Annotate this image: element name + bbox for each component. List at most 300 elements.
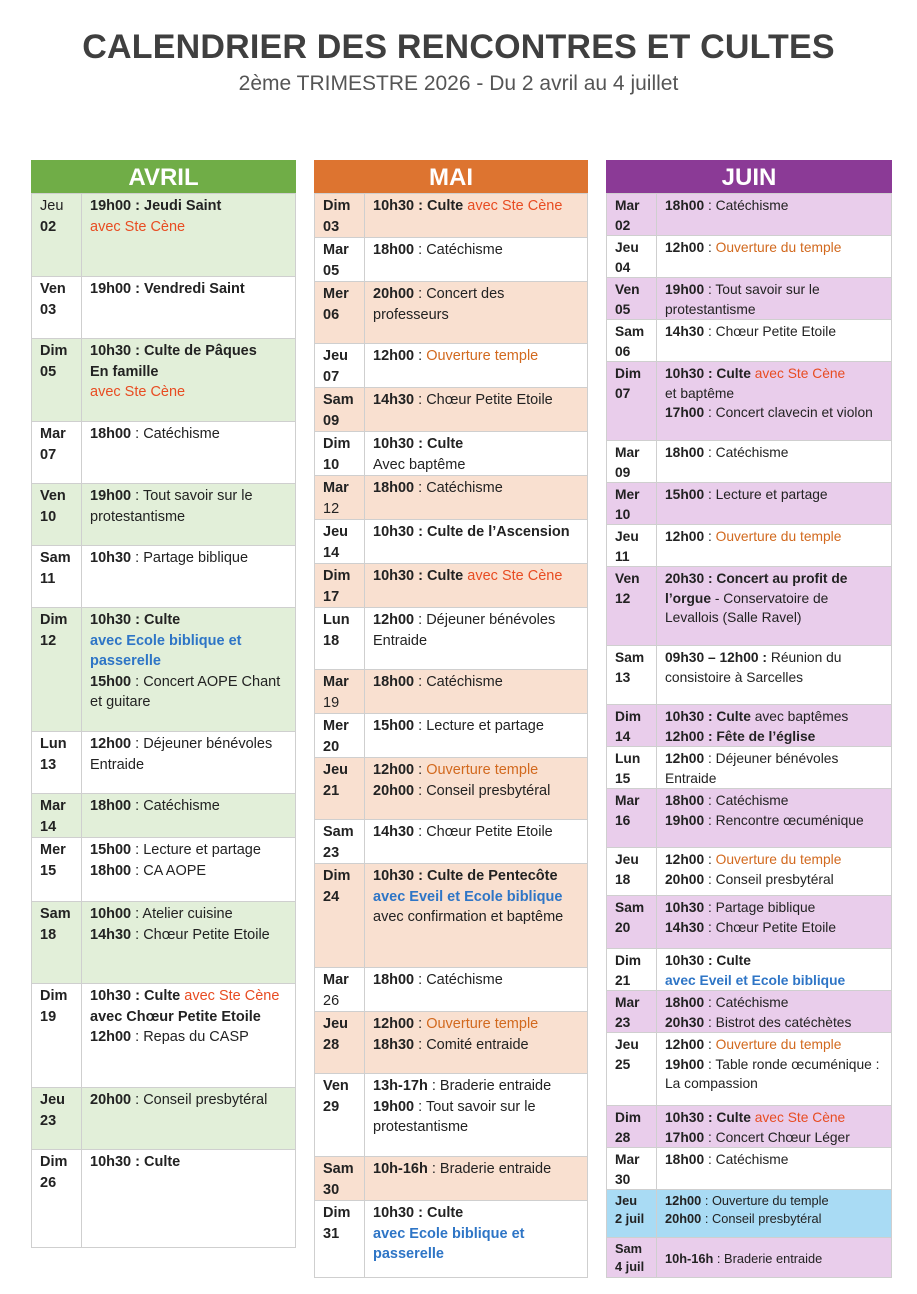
day-number: 30 [323,1181,340,1198]
day-number: 19 [40,1008,57,1025]
event-time: 18h00 [90,862,132,879]
date-cell [315,476,365,520]
event-cell [657,278,892,320]
event-cell [657,194,892,236]
event-time: 12h00 [90,1029,132,1045]
event-text: : Tout savoir sur le protestantisme [373,1098,536,1135]
event-cell [365,608,588,670]
weekday: Sam [615,1241,643,1256]
day-number: 07 [40,446,57,463]
date-cell [315,344,365,388]
event-cell [365,238,588,282]
weekday: Mar [615,1152,640,1167]
weekday: Ven [615,571,640,586]
event-text: Ouverture du temple [715,529,842,544]
event-text: : Déjeuner bénévoles Entraide [90,736,273,773]
table-row [607,747,892,789]
event-cell [657,896,892,949]
event-text: et baptême [665,385,735,401]
day-number: 16 [615,812,631,828]
table-row [32,1088,296,1150]
event-cell [657,848,892,896]
table-row [607,278,892,320]
date-cell [607,362,657,441]
table-row [607,1190,892,1238]
separator: : [704,852,716,867]
event-text: 10h30 : Culte [373,568,468,584]
event-time: 20h00 [665,871,705,887]
event-time: 19h00 [665,812,705,828]
day-number: 26 [323,992,340,1009]
weekday: Lun [615,751,641,766]
day-number: 23 [615,1014,631,1030]
date-cell [315,1157,365,1201]
event-text: : Tout savoir sur le protestantisme [665,282,820,317]
event-cell [365,968,588,1012]
separator: : [704,1037,716,1052]
event-note: avec Ste Cène [754,366,846,381]
weekday: Sam [615,900,645,915]
date-cell [607,848,657,896]
date-cell [607,525,657,567]
date-cell [607,705,657,747]
separator: : [704,240,716,255]
date-cell [32,1088,82,1150]
day-number: 04 [615,259,631,275]
event-text: : Chœur Petite Etoile [704,919,837,935]
event-note: avec Ste Cène [90,218,186,235]
event-cell [657,1033,892,1106]
date-cell [32,546,82,608]
date-cell [315,714,365,758]
date-cell [315,968,365,1012]
date-cell [607,1238,657,1278]
separator: : [704,529,716,544]
weekday: Jeu [615,240,639,255]
separator: : [414,1016,427,1032]
event-text: : Comité entraide [414,1036,529,1053]
date-cell [32,984,82,1088]
weekday: Dim [40,1154,68,1170]
date-cell [32,794,82,838]
column-mai [314,160,588,1278]
day-number: 4 juil [615,1259,645,1274]
date-cell [315,432,365,476]
event-text: : Atelier cuisine [131,906,233,922]
weekday: Jeu [615,1037,639,1052]
weekday: Dim [615,953,642,968]
date-cell [32,484,82,546]
event-text: 10h30 : Culte [665,709,751,724]
day-number: 24 [323,888,340,905]
table-row [315,820,588,864]
event-text: Ouverture du temple [715,240,842,255]
event-cell [82,1088,296,1150]
table-row [607,194,892,236]
event-time: 12h00 [665,751,705,766]
date-cell [315,864,365,968]
event-text: : Chœur Petite Etoile [131,926,270,943]
event-text: : Tout savoir sur le protestantisme [90,488,253,525]
date-cell [315,564,365,608]
event-time: 15h00 [90,673,132,690]
event-text: : Conseil presbytéral [704,871,834,887]
day-number: 15 [40,862,57,879]
day-number: 18 [323,632,340,649]
date-cell [32,1150,82,1248]
date-cell [607,483,657,525]
day-number: 17 [323,588,340,605]
table-row [315,432,588,476]
event-text: : CA AOPE [131,862,207,879]
date-cell [315,238,365,282]
event-cell [365,476,588,520]
schedule-table-juin [606,193,892,1278]
date-cell [607,320,657,362]
date-cell [32,608,82,732]
date-cell [607,1106,657,1148]
table-row [607,1238,892,1278]
event-text: : Déjeuner bénévoles Entraide [373,612,556,649]
table-row [315,714,588,758]
event-text: : Conseil presbytéral [701,1211,822,1226]
table-row [32,984,296,1088]
date-cell [607,441,657,483]
weekday: Lun [40,736,67,752]
event-time: 10h30 [90,550,132,566]
event-time: 20h00 [373,782,415,799]
event-cell [365,432,588,476]
event-text: : Partage biblique [131,550,249,566]
table-row [607,236,892,278]
date-cell [607,949,657,991]
event-cell [82,838,296,902]
event-text: : Rencontre œcuménique [704,812,864,828]
event-text: : Catéchisme [704,198,789,213]
date-cell [32,902,82,984]
weekday: Lun [323,612,350,628]
day-number: 03 [40,301,57,318]
event-cell [657,525,892,567]
event-cell [657,483,892,525]
event-time: 20h00 [665,1211,702,1226]
day-number: 14 [40,818,57,835]
day-number: 10 [615,506,631,522]
event-text: avec Chœur Petite Etoile [90,1008,261,1025]
event-text: Ouverture temple [426,1016,539,1032]
event-text: : Ouverture du temple [701,1193,829,1208]
column-juin [606,160,892,1278]
table-row [607,483,892,525]
event-time: 18h00 [90,798,132,814]
date-cell [315,1074,365,1157]
event-text: : Table ronde œcuménique : La compassion [665,1056,880,1091]
weekday: Dim [323,568,351,584]
event-text: 10h30 : Culte de Pâques [90,343,257,359]
event-text: 12h00 : Fête de l’église [665,728,816,744]
date-cell [607,789,657,848]
event-cell [657,1106,892,1148]
event-text: 10h30 : Culte [90,988,185,1004]
table-row [607,789,892,848]
weekday: Dim [323,198,351,214]
day-number: 05 [615,301,631,317]
event-text: : Braderie entraide [427,1161,552,1177]
event-cell [82,984,296,1088]
table-row [32,277,296,339]
day-number: 20 [615,919,631,935]
table-row [607,1148,892,1190]
event-time: 13h-17h [373,1078,428,1094]
weekday: Jeu [323,524,348,540]
table-row [315,670,588,714]
event-cell [657,1190,892,1238]
weekday: Mar [323,480,349,496]
weekday: Mer [615,487,640,502]
table-row [32,194,296,277]
weekday: Jeu [323,762,348,778]
event-time: 18h00 [90,426,132,442]
event-text: 19h00 : Vendredi Saint [90,281,245,297]
separator: : [414,762,427,778]
event-cell [365,1074,588,1157]
event-text: : Catéchisme [414,972,503,988]
event-cell [82,546,296,608]
event-text: avec confirmation et baptême [373,909,564,925]
day-number: 19 [323,694,340,711]
weekday: Sam [615,650,645,665]
event-cell [82,422,296,484]
event-time: 15h00 [665,487,705,502]
table-row [315,1157,588,1201]
event-text: Ouverture du temple [715,1037,842,1052]
event-text: 10h30 : Culte [665,1110,755,1125]
event-cell [82,484,296,546]
event-time: 19h00 [90,488,132,504]
date-cell [32,422,82,484]
event-time: 20h00 [90,1092,132,1108]
day-number: 23 [40,1112,57,1129]
weekday: Ven [615,282,640,297]
day-number: 2 juil [615,1211,645,1226]
table-row [32,902,296,984]
table-row [32,339,296,422]
event-cell [365,564,588,608]
weekday: Dim [40,988,68,1004]
weekday: Dim [615,1110,642,1125]
event-time: 19h00 [373,1098,415,1115]
event-time: 18h30 [373,1036,415,1053]
event-note: avec Ste Cène [467,568,563,584]
weekday: Ven [40,281,66,297]
event-time: 18h00 [373,480,415,496]
event-note: avec Ecole biblique et passerelle [373,1225,525,1262]
day-number: 21 [323,782,340,799]
event-cell [657,1148,892,1190]
page-title: CALENDRIER DES RENCONTRES ET CULTES [82,28,835,66]
event-text: : Catéchisme [704,1152,789,1167]
table-row [32,838,296,902]
date-cell [32,732,82,794]
weekday: Sam [323,824,354,840]
event-time: 18h00 [665,1152,705,1167]
table-row [315,282,588,344]
event-time: 12h00 [373,762,415,778]
weekday: Mar [615,445,640,460]
day-number: 13 [40,756,57,773]
event-time: 17h00 [665,1129,705,1145]
event-cell [365,194,588,238]
event-cell [365,1012,588,1074]
event-time: 12h00 [665,240,705,255]
day-number: 26 [40,1174,57,1191]
day-number: 03 [323,218,340,235]
event-text: : Catéchisme [704,793,789,808]
date-cell [607,1148,657,1190]
event-cell [657,362,892,441]
day-number: 06 [323,306,340,323]
weekday: Sam [323,392,354,408]
weekday: Mer [323,718,349,734]
event-text: 10h30 : Culte [373,1205,464,1221]
event-time: 15h00 [90,842,132,858]
table-row [607,991,892,1033]
event-time: 12h00 [373,1016,415,1032]
table-row [315,238,588,282]
date-cell [32,277,82,339]
day-number: 20 [323,738,340,755]
event-text: Avec baptême [373,456,466,473]
event-text: Ouverture du temple [715,852,842,867]
event-text: 10h30 : Culte [665,366,755,381]
event-cell [657,236,892,278]
event-cell [365,1157,588,1201]
table-row [315,344,588,388]
event-time: 14h30 [665,919,705,935]
date-cell [607,896,657,949]
weekday: Jeu [323,348,348,364]
event-time: 12h00 [665,852,705,867]
weekday: Jeu [615,529,639,544]
date-cell [315,1201,365,1278]
day-number: 30 [615,1171,631,1187]
weekday: Sam [323,1161,354,1177]
event-note: avec Ste Cène [90,384,186,400]
table-row [315,608,588,670]
table-row [315,194,588,238]
table-row [315,1012,588,1074]
date-cell [607,194,657,236]
event-cell [657,320,892,362]
weekday: Mar [40,426,66,442]
event-text: : Bistrot des catéchètes [704,1014,852,1030]
weekday: Mer [40,842,66,858]
event-text: : Braderie entraide [427,1078,552,1094]
date-cell [32,194,82,277]
event-cell [365,820,588,864]
event-text: : Concert AOPE Chant et guitare [90,673,281,710]
event-text: 10h30 : Culte [373,198,468,214]
event-cell [365,758,588,820]
event-text: : Catéchisme [414,242,503,258]
event-time: 18h00 [373,972,415,988]
day-number: 02 [40,218,57,235]
event-text: 10h30 : Culte de l’Ascension [373,524,570,540]
event-text: 10h30 : Culte de Pentecôte [373,868,558,884]
event-text: : Catéchisme [414,480,503,496]
event-cell [365,344,588,388]
day-number: 29 [323,1098,340,1115]
date-cell [607,646,657,705]
column-avril [31,160,296,1248]
table-row [32,794,296,838]
event-time: 14h30 [90,926,132,943]
event-text: : Concert Chœur Léger [704,1129,850,1145]
event-time: 19h00 [665,1056,705,1072]
weekday: Dim [615,366,642,381]
event-cell [82,794,296,838]
table-row [607,646,892,705]
table-row [315,388,588,432]
weekday: Mar [615,198,640,213]
date-cell [607,1033,657,1106]
event-text: : Conseil presbytéral [131,1092,268,1108]
event-text: 20h30 : Concert au profit de l’orgue [665,571,848,606]
event-text: : Conseil presbytéral [414,782,551,799]
day-number: 11 [40,570,56,587]
table-row [315,1201,588,1278]
event-text: : Chœur Petite Etoile [414,392,553,408]
event-cell [82,608,296,732]
day-number: 05 [323,262,340,279]
table-row [607,362,892,441]
table-row [607,896,892,949]
event-text: : Catéchisme [131,426,220,442]
event-time: 18h00 [665,793,705,808]
event-time: 15h00 [373,718,415,734]
event-cell [82,339,296,422]
month-header-mai: MAI [314,160,588,193]
event-text: 10h30 : Culte [90,612,181,628]
event-cell [365,864,588,968]
event-time: 14h30 [665,324,705,339]
event-cell [657,646,892,705]
day-number: 05 [40,363,57,380]
date-cell [607,567,657,646]
day-number: 12 [40,632,57,649]
event-text: : Lecture et partage [704,487,828,502]
event-time: 18h00 [373,242,415,258]
event-text: 10h30 : Culte [373,436,464,452]
event-text: : Concert des professeurs [373,286,505,323]
event-text: : Concert clavecin et violon [704,405,873,420]
event-text: : Lecture et partage [131,842,261,858]
weekday: Mar [323,674,349,690]
weekday: Jeu [615,1193,638,1208]
day-number: 12 [615,590,631,606]
event-cell [82,194,296,277]
event-text: : Chœur Petite Etoile [414,824,553,840]
event-cell [657,991,892,1033]
date-cell [315,1012,365,1074]
date-cell [607,747,657,789]
event-time: 10h-16h [665,1250,714,1266]
event-text: 10h30 : Culte [665,953,751,968]
event-cell [657,441,892,483]
date-cell [607,278,657,320]
event-time: 14h30 [373,824,415,840]
event-text: : Braderie entraide [713,1250,823,1266]
